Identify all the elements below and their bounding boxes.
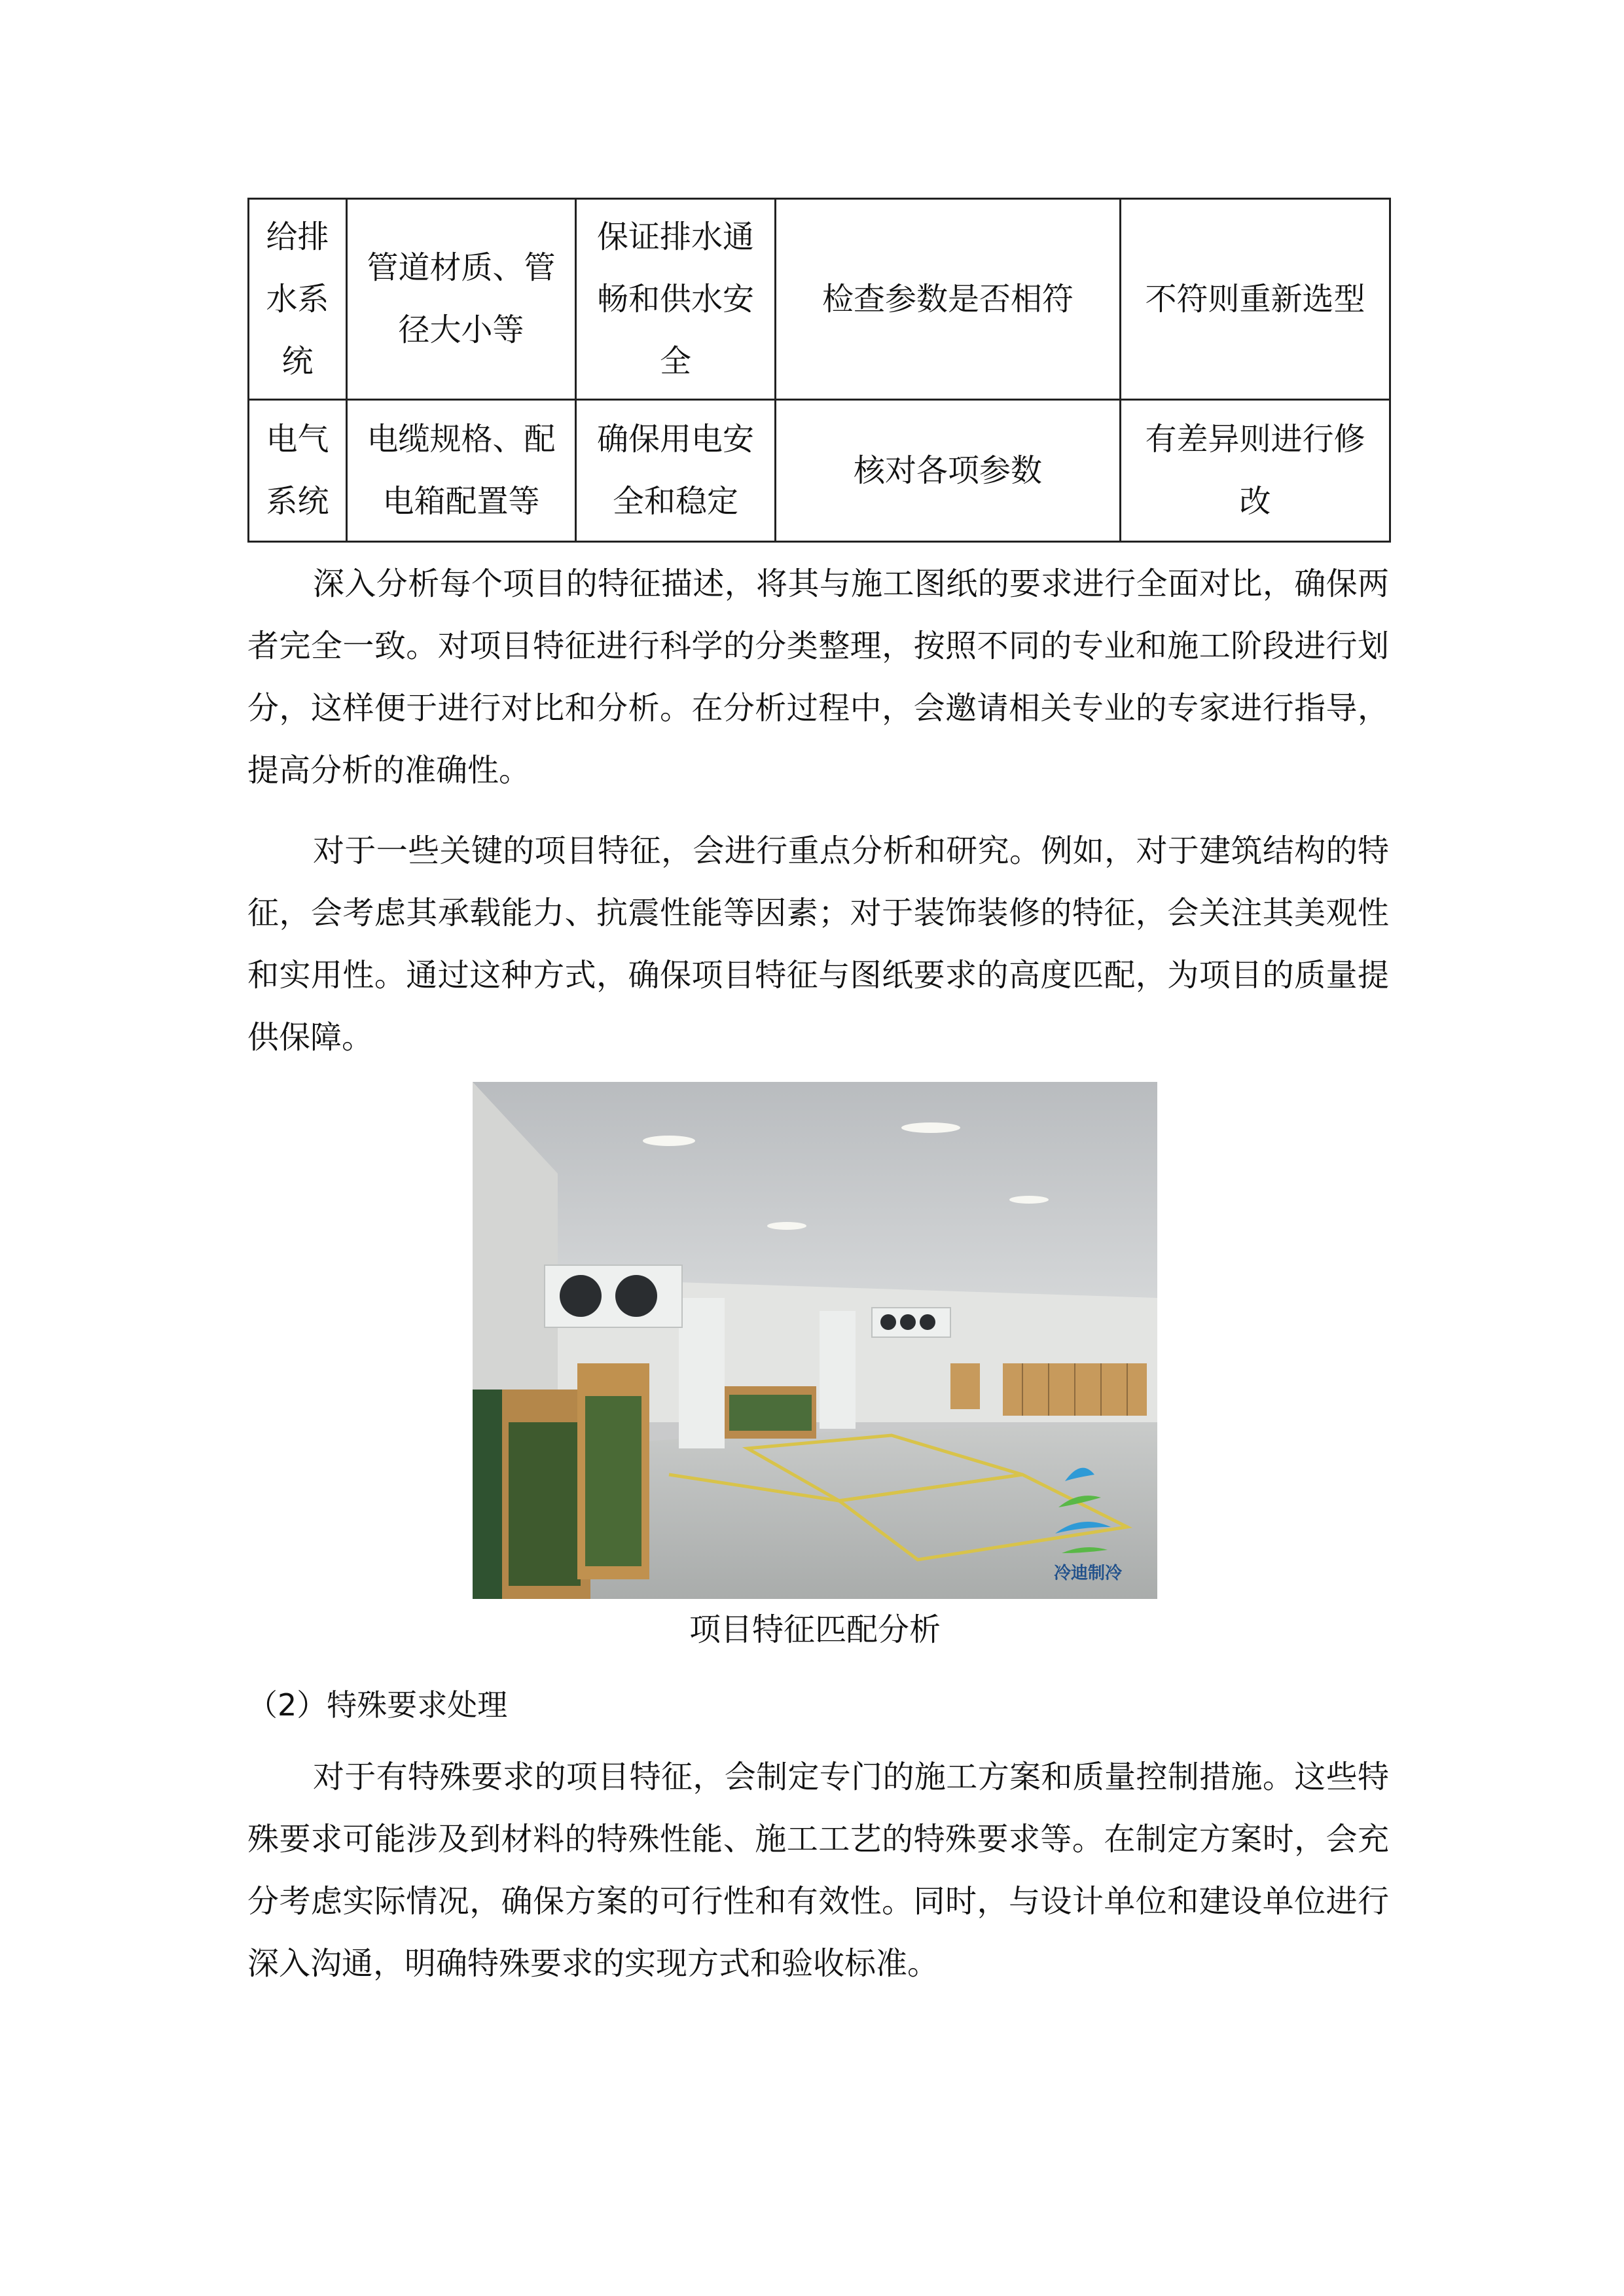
body-paragraph: 深入分析每个项目的特征描述，将其与施工图纸的要求进行全面对比，确保两者完全一致。对项目特征进行科学的分类整理，按照不同的专业和施工阶段进行划分，这样便于进行对比和分析。在分析过程中，会邀请相关专业的专家进行指导，提高分析的准确性。: [247, 565, 1389, 789]
body-paragraph: 对于一些关键的项目特征，会进行重点分析和研究。例如，对于建筑结构的特征，会考虑其承载能力、抗震性能等因素；对于装饰装修的特征，会关注其美观性和实用性。通过这种方式，确保项目特征与图纸要求的高度匹配，为项目的质量提供保障。: [247, 833, 1389, 1056]
table-cell: 管道材质、管径大小等: [347, 199, 576, 400]
table-row: [249, 199, 1390, 400]
section-heading: （2）特殊要求处理: [247, 1687, 508, 1723]
cold-storage-photo: [473, 1082, 1157, 1599]
body-paragraph: 对于有特殊要求的项目特征，会制定专门的施工方案和质量控制措施。这些特殊要求可能涉及到材料的特殊性能、施工工艺的特殊要求等。在制定方案时，会充分考虑实际情况，确保方案的可行性和有效性。同时，与设计单位和建设单位进行深入沟通，明确特殊要求的实现方式和验收标准。: [247, 1759, 1389, 1982]
table-cell: 检查参数是否相符: [776, 199, 1121, 400]
watermark-text: 冷迪制冷: [1053, 1564, 1122, 1583]
table-cell: 给排水系统: [249, 199, 347, 400]
table-row: [249, 400, 1390, 542]
table-cell: 电缆规格、配电箱配置等: [347, 400, 576, 542]
table-cell: 保证排水通畅和供水安全: [576, 199, 776, 400]
table-cell: 不符则重新选型: [1121, 199, 1390, 400]
figure-caption: 项目特征匹配分析: [689, 1611, 941, 1648]
table-cell: 电气系统: [249, 400, 347, 542]
table-cell: 有差异则进行修改: [1121, 400, 1390, 542]
table-cell: 核对各项参数: [776, 400, 1121, 542]
spec-table: [247, 198, 1391, 543]
table-cell: 确保用电安全和稳定: [576, 400, 776, 542]
photo-illustration: [473, 1082, 1157, 1599]
